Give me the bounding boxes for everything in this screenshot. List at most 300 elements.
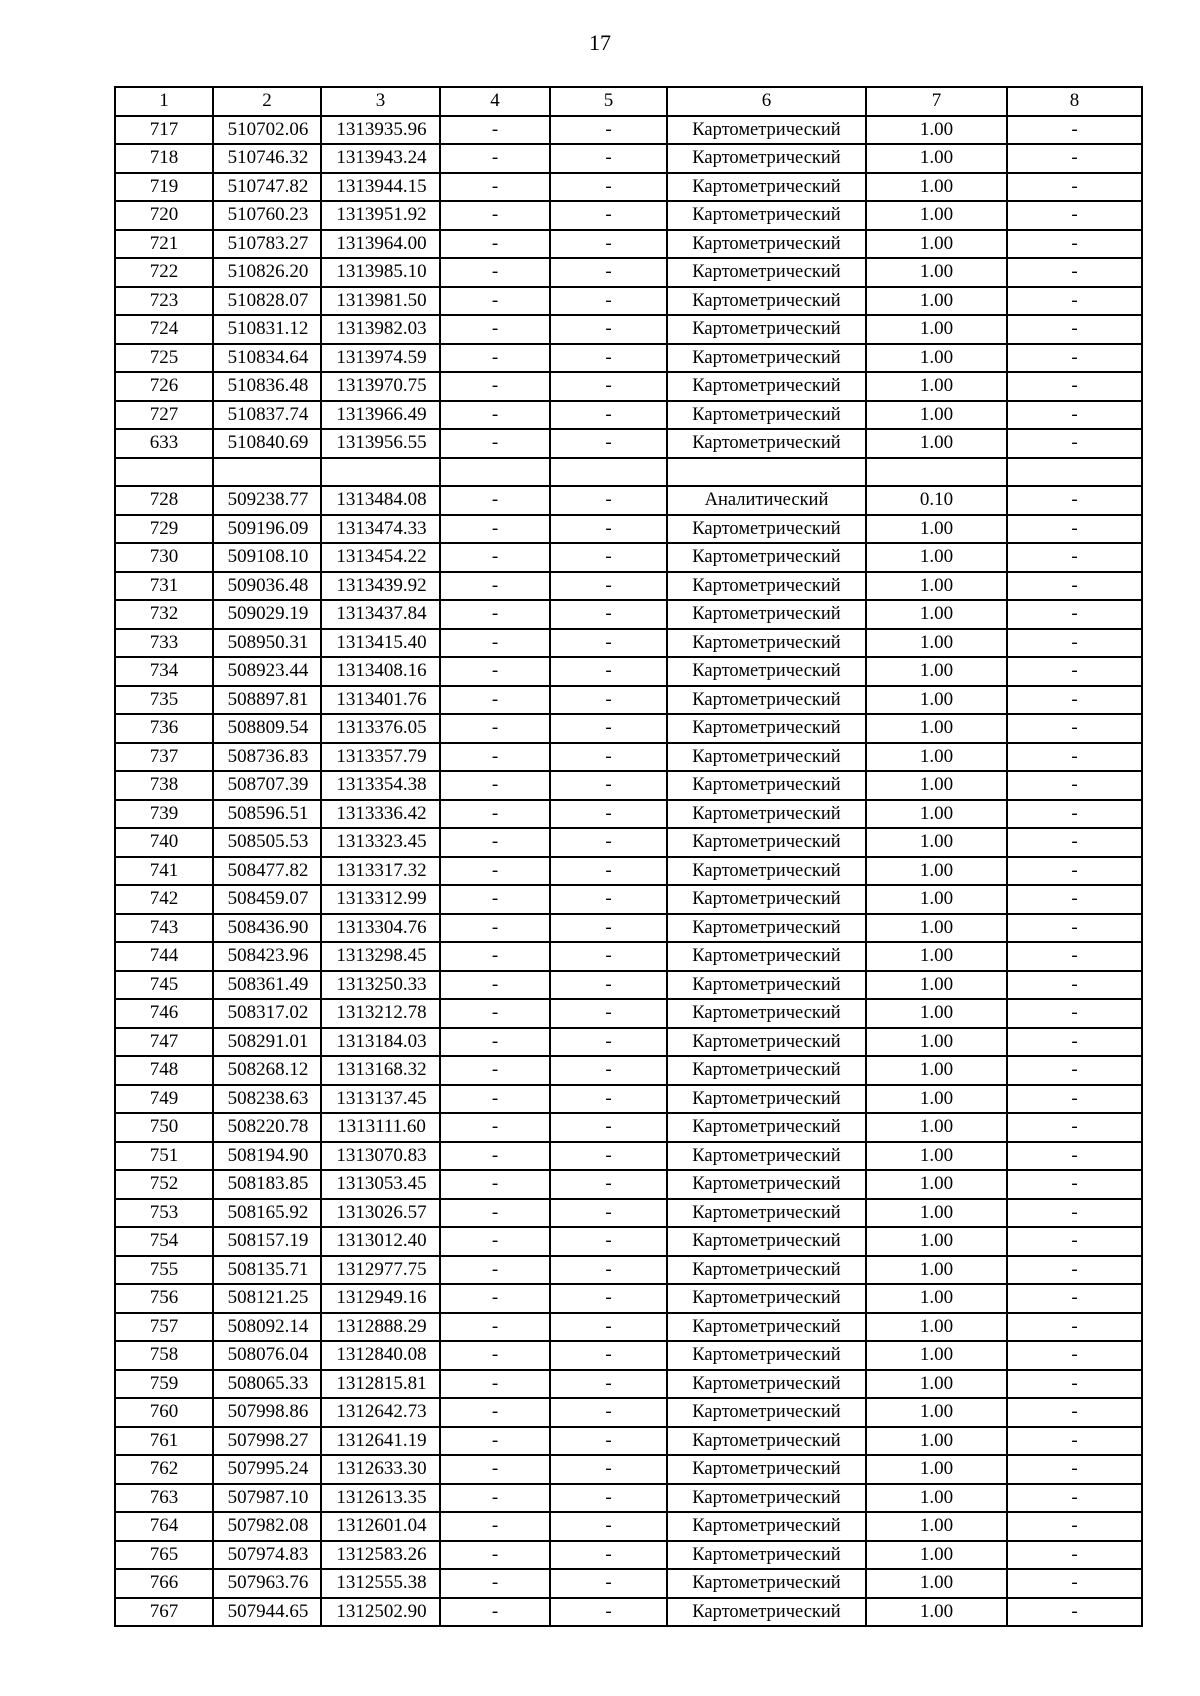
- point-number-cell: 732: [115, 600, 213, 629]
- col5-cell: -: [550, 714, 667, 743]
- accuracy-cell: 1.00: [866, 1056, 1007, 1085]
- col8-cell: -: [1007, 714, 1142, 743]
- col8-cell: -: [1007, 657, 1142, 686]
- col8-cell: -: [1007, 401, 1142, 430]
- col5-cell: -: [550, 1170, 667, 1199]
- point-number-cell: 738: [115, 771, 213, 800]
- table-row: [115, 1427, 1142, 1456]
- col4-cell: -: [440, 144, 550, 173]
- method-cell: Картометрический: [667, 1341, 866, 1370]
- method-cell: [667, 458, 866, 487]
- accuracy-cell: 1.00: [866, 971, 1007, 1000]
- method-cell: Картометрический: [667, 201, 866, 230]
- point-number-cell: 740: [115, 828, 213, 857]
- x-coordinate-cell: 508268.12: [213, 1056, 321, 1085]
- col4-cell: -: [440, 1113, 550, 1142]
- col4-cell: -: [440, 1370, 550, 1399]
- col4-cell: -: [440, 287, 550, 316]
- method-cell: Картометрический: [667, 429, 866, 458]
- table-row: [115, 572, 1142, 601]
- y-coordinate-cell: 1313212.78: [321, 999, 440, 1028]
- col8-cell: -: [1007, 572, 1142, 601]
- point-number-cell: 766: [115, 1569, 213, 1598]
- point-number-cell: [115, 458, 213, 487]
- col8-cell: -: [1007, 144, 1142, 173]
- col8-cell: -: [1007, 686, 1142, 715]
- x-coordinate-cell: 507944.65: [213, 1598, 321, 1627]
- col8-cell: -: [1007, 1484, 1142, 1513]
- col8-cell: -: [1007, 1199, 1142, 1228]
- y-coordinate-cell: 1313474.33: [321, 515, 440, 544]
- y-coordinate-cell: 1313317.32: [321, 857, 440, 886]
- method-cell: Картометрический: [667, 1484, 866, 1513]
- col4-cell: [440, 458, 550, 487]
- col8-cell: -: [1007, 1427, 1142, 1456]
- col8-cell: -: [1007, 1170, 1142, 1199]
- x-coordinate-cell: 510747.82: [213, 173, 321, 202]
- table-row: [115, 486, 1142, 515]
- point-number-cell: 718: [115, 144, 213, 173]
- table-row: [115, 1484, 1142, 1513]
- y-coordinate-cell: 1313376.05: [321, 714, 440, 743]
- point-number-cell: 750: [115, 1113, 213, 1142]
- col8-cell: -: [1007, 971, 1142, 1000]
- table-header-row: [115, 87, 1142, 116]
- y-coordinate-cell: 1312949.16: [321, 1284, 440, 1313]
- col4-cell: -: [440, 1569, 550, 1598]
- method-cell: Картометрический: [667, 714, 866, 743]
- col8-cell: -: [1007, 1113, 1142, 1142]
- col4-cell: -: [440, 543, 550, 572]
- method-cell: Картометрический: [667, 1170, 866, 1199]
- column-header: 5: [550, 87, 667, 116]
- method-cell: Картометрический: [667, 572, 866, 601]
- x-coordinate-cell: 509029.19: [213, 600, 321, 629]
- x-coordinate-cell: 509196.09: [213, 515, 321, 544]
- col5-cell: -: [550, 999, 667, 1028]
- x-coordinate-cell: 508923.44: [213, 657, 321, 686]
- col5-cell: -: [550, 543, 667, 572]
- col4-cell: -: [440, 173, 550, 202]
- y-coordinate-cell: 1312555.38: [321, 1569, 440, 1598]
- col4-cell: -: [440, 885, 550, 914]
- method-cell: Картометрический: [667, 1512, 866, 1541]
- col4-cell: -: [440, 1085, 550, 1114]
- y-coordinate-cell: 1313184.03: [321, 1028, 440, 1057]
- accuracy-cell: 1.00: [866, 144, 1007, 173]
- table-row: [115, 1199, 1142, 1228]
- x-coordinate-cell: 508220.78: [213, 1113, 321, 1142]
- col8-cell: -: [1007, 515, 1142, 544]
- method-cell: Картометрический: [667, 144, 866, 173]
- x-coordinate-cell: 508736.83: [213, 743, 321, 772]
- y-coordinate-cell: 1313304.76: [321, 914, 440, 943]
- y-coordinate-cell: 1313137.45: [321, 1085, 440, 1114]
- table-row: [115, 885, 1142, 914]
- col8-cell: -: [1007, 1541, 1142, 1570]
- col8-cell: -: [1007, 1512, 1142, 1541]
- col8-cell: -: [1007, 800, 1142, 829]
- method-cell: Картометрический: [667, 173, 866, 202]
- y-coordinate-cell: 1312840.08: [321, 1341, 440, 1370]
- point-number-cell: 764: [115, 1512, 213, 1541]
- col8-cell: -: [1007, 1256, 1142, 1285]
- method-cell: Картометрический: [667, 629, 866, 658]
- point-number-cell: 763: [115, 1484, 213, 1513]
- method-cell: Картометрический: [667, 1370, 866, 1399]
- x-coordinate-cell: 510746.32: [213, 144, 321, 173]
- col8-cell: -: [1007, 1398, 1142, 1427]
- table-row: [115, 743, 1142, 772]
- point-number-cell: 749: [115, 1085, 213, 1114]
- col4-cell: -: [440, 714, 550, 743]
- accuracy-cell: 1.00: [866, 857, 1007, 886]
- table-row: [115, 1142, 1142, 1171]
- x-coordinate-cell: 508459.07: [213, 885, 321, 914]
- y-coordinate-cell: 1312641.19: [321, 1427, 440, 1456]
- method-cell: Картометрический: [667, 942, 866, 971]
- table-row: [115, 315, 1142, 344]
- col4-cell: -: [440, 800, 550, 829]
- col5-cell: -: [550, 1598, 667, 1627]
- method-cell: Картометрический: [667, 1227, 866, 1256]
- method-cell: Картометрический: [667, 999, 866, 1028]
- table-row: [115, 515, 1142, 544]
- accuracy-cell: 1.00: [866, 828, 1007, 857]
- col8-cell: -: [1007, 543, 1142, 572]
- accuracy-cell: 1.00: [866, 1142, 1007, 1171]
- y-coordinate-cell: 1313956.55: [321, 429, 440, 458]
- accuracy-cell: 1.00: [866, 1569, 1007, 1598]
- table-row: [115, 287, 1142, 316]
- table-body: [115, 116, 1142, 1627]
- x-coordinate-cell: 510826.20: [213, 258, 321, 287]
- col4-cell: -: [440, 657, 550, 686]
- x-coordinate-cell: 510836.48: [213, 372, 321, 401]
- point-number-cell: 737: [115, 743, 213, 772]
- col5-cell: -: [550, 1541, 667, 1570]
- accuracy-cell: 1.00: [866, 258, 1007, 287]
- table-row: [115, 1113, 1142, 1142]
- method-cell: Картометрический: [667, 1028, 866, 1057]
- table-row: [115, 629, 1142, 658]
- col4-cell: -: [440, 1284, 550, 1313]
- y-coordinate-cell: 1313981.50: [321, 287, 440, 316]
- col5-cell: -: [550, 885, 667, 914]
- accuracy-cell: 1.00: [866, 1028, 1007, 1057]
- table-row: [115, 1398, 1142, 1427]
- col4-cell: -: [440, 999, 550, 1028]
- col5-cell: -: [550, 600, 667, 629]
- y-coordinate-cell: 1313401.76: [321, 686, 440, 715]
- col5-cell: -: [550, 1313, 667, 1342]
- accuracy-cell: 1.00: [866, 686, 1007, 715]
- x-coordinate-cell: 508157.19: [213, 1227, 321, 1256]
- accuracy-cell: 1.00: [866, 1541, 1007, 1570]
- x-coordinate-cell: 510783.27: [213, 230, 321, 259]
- point-number-cell: 736: [115, 714, 213, 743]
- y-coordinate-cell: 1313943.24: [321, 144, 440, 173]
- point-number-cell: 753: [115, 1199, 213, 1228]
- table-row: [115, 429, 1142, 458]
- accuracy-cell: 1.00: [866, 1113, 1007, 1142]
- accuracy-cell: 1.00: [866, 771, 1007, 800]
- col8-cell: -: [1007, 942, 1142, 971]
- y-coordinate-cell: 1313951.92: [321, 201, 440, 230]
- method-cell: Картометрический: [667, 885, 866, 914]
- col5-cell: -: [550, 1341, 667, 1370]
- col5-cell: -: [550, 1199, 667, 1228]
- col5-cell: -: [550, 971, 667, 1000]
- col5-cell: -: [550, 1113, 667, 1142]
- col4-cell: -: [440, 686, 550, 715]
- col4-cell: -: [440, 401, 550, 430]
- point-number-cell: 741: [115, 857, 213, 886]
- col5-cell: -: [550, 1085, 667, 1114]
- col5-cell: -: [550, 1370, 667, 1399]
- accuracy-cell: 1.00: [866, 1512, 1007, 1541]
- table-row: [115, 971, 1142, 1000]
- y-coordinate-cell: 1313357.79: [321, 743, 440, 772]
- accuracy-cell: 1.00: [866, 1427, 1007, 1456]
- method-cell: Картометрический: [667, 1199, 866, 1228]
- accuracy-cell: 1.00: [866, 629, 1007, 658]
- method-cell: Картометрический: [667, 315, 866, 344]
- col8-cell: -: [1007, 1370, 1142, 1399]
- accuracy-cell: 1.00: [866, 942, 1007, 971]
- point-number-cell: 734: [115, 657, 213, 686]
- x-coordinate-cell: 508317.02: [213, 999, 321, 1028]
- col5-cell: -: [550, 828, 667, 857]
- y-coordinate-cell: 1313053.45: [321, 1170, 440, 1199]
- x-coordinate-cell: 510702.06: [213, 116, 321, 145]
- table-row: [115, 1541, 1142, 1570]
- col5-cell: -: [550, 230, 667, 259]
- x-coordinate-cell: 508361.49: [213, 971, 321, 1000]
- col5-cell: -: [550, 1484, 667, 1513]
- col8-cell: -: [1007, 344, 1142, 373]
- col4-cell: -: [440, 258, 550, 287]
- table-row: [115, 857, 1142, 886]
- method-cell: Картометрический: [667, 686, 866, 715]
- x-coordinate-cell: 508065.33: [213, 1370, 321, 1399]
- y-coordinate-cell: 1313298.45: [321, 942, 440, 971]
- point-number-cell: 761: [115, 1427, 213, 1456]
- method-cell: Картометрический: [667, 1427, 866, 1456]
- col4-cell: -: [440, 600, 550, 629]
- x-coordinate-cell: [213, 458, 321, 487]
- method-cell: Картометрический: [667, 743, 866, 772]
- table-row: [115, 1512, 1142, 1541]
- col5-cell: -: [550, 657, 667, 686]
- method-cell: Картометрический: [667, 914, 866, 943]
- table-row: [115, 771, 1142, 800]
- col8-cell: [1007, 458, 1142, 487]
- col5-cell: -: [550, 800, 667, 829]
- col5-cell: -: [550, 116, 667, 145]
- accuracy-cell: 1.00: [866, 1484, 1007, 1513]
- col8-cell: -: [1007, 999, 1142, 1028]
- point-number-cell: 739: [115, 800, 213, 829]
- x-coordinate-cell: 507963.76: [213, 1569, 321, 1598]
- x-coordinate-cell: 507998.27: [213, 1427, 321, 1456]
- table-row: [115, 999, 1142, 1028]
- col4-cell: -: [440, 429, 550, 458]
- y-coordinate-cell: 1313070.83: [321, 1142, 440, 1171]
- table-row: [115, 1028, 1142, 1057]
- col5-cell: -: [550, 771, 667, 800]
- x-coordinate-cell: 508092.14: [213, 1313, 321, 1342]
- col5-cell: -: [550, 372, 667, 401]
- point-number-cell: 742: [115, 885, 213, 914]
- table-row: [115, 401, 1142, 430]
- y-coordinate-cell: 1313982.03: [321, 315, 440, 344]
- y-coordinate-cell: 1312583.26: [321, 1541, 440, 1570]
- col5-cell: -: [550, 429, 667, 458]
- x-coordinate-cell: 508707.39: [213, 771, 321, 800]
- y-coordinate-cell: 1313168.32: [321, 1056, 440, 1085]
- table-row: [115, 686, 1142, 715]
- col8-cell: -: [1007, 258, 1142, 287]
- method-cell: Картометрический: [667, 372, 866, 401]
- x-coordinate-cell: 509036.48: [213, 572, 321, 601]
- y-coordinate-cell: 1313439.92: [321, 572, 440, 601]
- table-row: [115, 173, 1142, 202]
- table-row: [115, 458, 1142, 487]
- table-row: [115, 1284, 1142, 1313]
- point-number-cell: 758: [115, 1341, 213, 1370]
- table-row: [115, 657, 1142, 686]
- y-coordinate-cell: 1313323.45: [321, 828, 440, 857]
- y-coordinate-cell: 1313111.60: [321, 1113, 440, 1142]
- column-header: 4: [440, 87, 550, 116]
- table-row: [115, 1569, 1142, 1598]
- point-number-cell: 722: [115, 258, 213, 287]
- y-coordinate-cell: 1313484.08: [321, 486, 440, 515]
- method-cell: Аналитический: [667, 486, 866, 515]
- col5-cell: -: [550, 1227, 667, 1256]
- col8-cell: -: [1007, 230, 1142, 259]
- col8-cell: -: [1007, 429, 1142, 458]
- col8-cell: -: [1007, 1313, 1142, 1342]
- table-row: [115, 914, 1142, 943]
- method-cell: Картометрический: [667, 258, 866, 287]
- col8-cell: -: [1007, 201, 1142, 230]
- x-coordinate-cell: 507998.86: [213, 1398, 321, 1427]
- table-row: [115, 1256, 1142, 1285]
- x-coordinate-cell: 510834.64: [213, 344, 321, 373]
- col4-cell: -: [440, 1313, 550, 1342]
- point-number-cell: 745: [115, 971, 213, 1000]
- point-number-cell: 735: [115, 686, 213, 715]
- table-row: [115, 1455, 1142, 1484]
- col8-cell: -: [1007, 1028, 1142, 1057]
- accuracy-cell: 1.00: [866, 714, 1007, 743]
- x-coordinate-cell: 510828.07: [213, 287, 321, 316]
- method-cell: Картометрический: [667, 515, 866, 544]
- col8-cell: -: [1007, 1455, 1142, 1484]
- accuracy-cell: 1.00: [866, 1256, 1007, 1285]
- accuracy-cell: 1.00: [866, 1284, 1007, 1313]
- table-row: [115, 828, 1142, 857]
- y-coordinate-cell: 1313964.00: [321, 230, 440, 259]
- column-header: 6: [667, 87, 866, 116]
- col8-cell: -: [1007, 1284, 1142, 1313]
- col8-cell: -: [1007, 173, 1142, 202]
- col4-cell: -: [440, 743, 550, 772]
- y-coordinate-cell: 1312815.81: [321, 1370, 440, 1399]
- point-number-cell: 751: [115, 1142, 213, 1171]
- accuracy-cell: [866, 458, 1007, 487]
- x-coordinate-cell: 510837.74: [213, 401, 321, 430]
- col5-cell: -: [550, 743, 667, 772]
- col5-cell: -: [550, 914, 667, 943]
- accuracy-cell: 1.00: [866, 1227, 1007, 1256]
- col8-cell: -: [1007, 116, 1142, 145]
- accuracy-cell: 1.00: [866, 344, 1007, 373]
- method-cell: Картометрический: [667, 116, 866, 145]
- y-coordinate-cell: [321, 458, 440, 487]
- accuracy-cell: 1.00: [866, 1455, 1007, 1484]
- point-number-cell: 730: [115, 543, 213, 572]
- col5-cell: -: [550, 572, 667, 601]
- col8-cell: -: [1007, 600, 1142, 629]
- point-number-cell: 747: [115, 1028, 213, 1057]
- x-coordinate-cell: 508291.01: [213, 1028, 321, 1057]
- method-cell: Картометрический: [667, 1455, 866, 1484]
- method-cell: Картометрический: [667, 857, 866, 886]
- y-coordinate-cell: 1312642.73: [321, 1398, 440, 1427]
- method-cell: Картометрический: [667, 230, 866, 259]
- accuracy-cell: 1.00: [866, 885, 1007, 914]
- table-row: [115, 1085, 1142, 1114]
- y-coordinate-cell: 1313312.99: [321, 885, 440, 914]
- point-number-cell: 717: [115, 116, 213, 145]
- point-number-cell: 743: [115, 914, 213, 943]
- column-header: 2: [213, 87, 321, 116]
- point-number-cell: 733: [115, 629, 213, 658]
- col4-cell: -: [440, 971, 550, 1000]
- method-cell: Картометрический: [667, 600, 866, 629]
- table-row: [115, 1227, 1142, 1256]
- point-number-cell: 755: [115, 1256, 213, 1285]
- x-coordinate-cell: 508165.92: [213, 1199, 321, 1228]
- accuracy-cell: 1.00: [866, 287, 1007, 316]
- y-coordinate-cell: 1313985.10: [321, 258, 440, 287]
- method-cell: Картометрический: [667, 1256, 866, 1285]
- col5-cell: -: [550, 315, 667, 344]
- point-number-cell: 728: [115, 486, 213, 515]
- method-cell: Картометрический: [667, 1541, 866, 1570]
- col4-cell: -: [440, 1484, 550, 1513]
- method-cell: Картометрический: [667, 1598, 866, 1627]
- col4-cell: -: [440, 1142, 550, 1171]
- col4-cell: -: [440, 230, 550, 259]
- method-cell: Картометрический: [667, 771, 866, 800]
- col4-cell: -: [440, 1056, 550, 1085]
- point-number-cell: 757: [115, 1313, 213, 1342]
- col4-cell: -: [440, 1256, 550, 1285]
- point-number-cell: 721: [115, 230, 213, 259]
- col4-cell: -: [440, 771, 550, 800]
- x-coordinate-cell: 508809.54: [213, 714, 321, 743]
- col5-cell: -: [550, 201, 667, 230]
- method-cell: Картометрический: [667, 344, 866, 373]
- table-row: [115, 144, 1142, 173]
- col5-cell: -: [550, 401, 667, 430]
- point-number-cell: 762: [115, 1455, 213, 1484]
- x-coordinate-cell: 508238.63: [213, 1085, 321, 1114]
